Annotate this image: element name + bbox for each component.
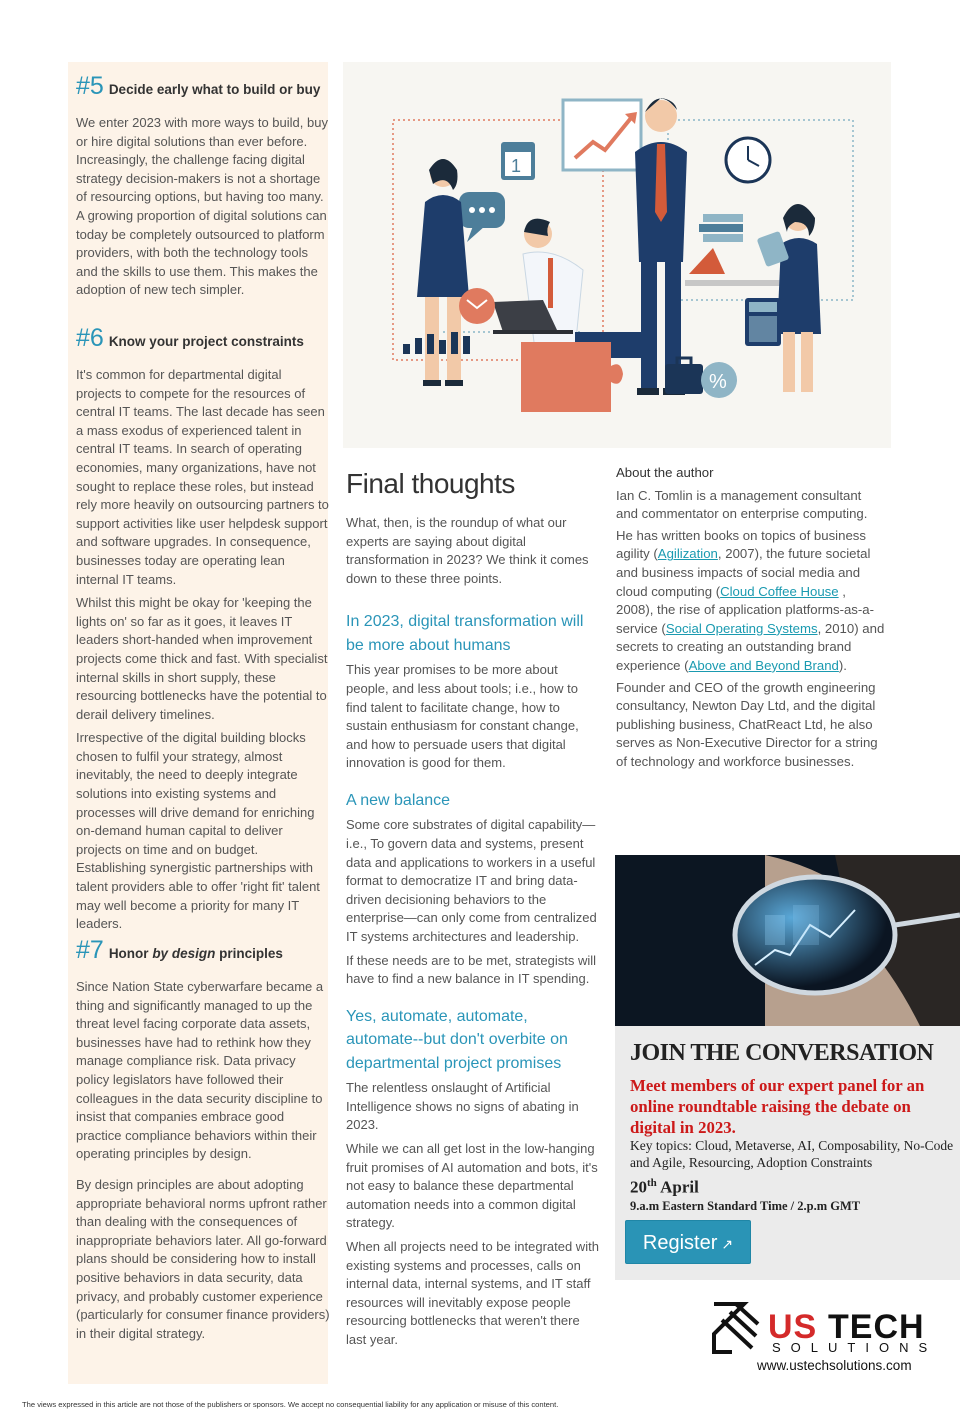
- section-5-body: [76, 114, 330, 305]
- author-bio-3: Founder and CEO of the growth engineering consultancy, Newton Day Ltd, and the digital publishing business, ChatReact Ltd, he also serves as Non-Executive Director for a string of technology and workforce businesses.: [616, 679, 878, 769]
- external-link-icon: ↗: [721, 1236, 734, 1252]
- section-6-title: Know your project constraints: [108, 334, 304, 349]
- section-6-paragraph-1: It's common for departmental digital projects to compete for the resources of central IT teams. The last decade has seen a mass exodus of experienced talent in central IT teams. In search of operating economies, many organizations, have not sought to replace these roles, but instead rely more heavily on outsourcing partners to support activities like user helpdesk support and software upgrades. In consequence, businesses today are operating lean internal IT teams.: [76, 367, 329, 587]
- author-bio-2-text-4: , 2010) and secrets to creating an outstanding brand experience (: [616, 620, 885, 673]
- ustech-logo-mark: [710, 1300, 940, 1360]
- logo-chevron-icon: [714, 1304, 758, 1352]
- section-7-number: #7: [76, 936, 104, 964]
- intro-paragraph: What, then, is the roundup of what our experts are saying about digital transformation in 2023? We think it comes down to these three points.: [346, 515, 589, 586]
- calendar-icon: [501, 142, 535, 180]
- link-cloud-coffee-house[interactable]: Cloud Coffee House: [720, 583, 839, 599]
- final-thoughts-body: [346, 514, 602, 1355]
- join-conversation-title: JOIN THE CONVERSATION: [630, 1040, 934, 1066]
- register-label: Register: [642, 1232, 718, 1254]
- automate-paragraph-1: The relentless onslaught of Artificial Intelligence shows no signs of abating in 2023.: [346, 1080, 579, 1133]
- key-topics: Key topics: Cloud, Metaverse, AI, Composability, No-Code and Agile, Resourcing, Adoption Constraints: [630, 1138, 954, 1170]
- business-team-illustration: [343, 62, 891, 448]
- woman-glasses-photo: [615, 855, 960, 1026]
- desk: [685, 280, 795, 286]
- subheading-humans: In 2023, digital transformation will be more about humans: [346, 613, 584, 654]
- puzzle-piece-icon: [521, 342, 623, 412]
- section-7-title-em: by design: [152, 946, 216, 961]
- percent-bulb-icon: [701, 362, 737, 398]
- megaphone-icon: [689, 248, 725, 274]
- standing-man-figure: [635, 98, 687, 395]
- disclaimer: The views expressed in this article are not those of the publishers or sponsors. We accept no consequential liability for any application or misuse of this content.: [22, 1400, 559, 1409]
- link-agilization[interactable]: Agilization: [657, 546, 718, 562]
- percent-symbol: %: [709, 371, 727, 393]
- join-conversation-subtitle: Meet members of our expert panel for an online roundtable raising the debate on digital in 2023.: [630, 1076, 925, 1137]
- link-social-operating-systems[interactable]: Social Operating Systems: [665, 620, 818, 636]
- section-7-paragraph-2: By design principles are about adopting appropriate behavioral norms upfront rather than dealing with the consequences of inappropriate behaviors later. All go-forward plans should be considering how to install positive behaviors in data security, data privacy, and probably customer experience (particularly for consumer finance providers) in their digital strategy.: [76, 1176, 330, 1341]
- about-author: [616, 464, 886, 775]
- subheading-automate: Yes, automate, automate, automate--but don't overbite on departmental project promises: [346, 1007, 568, 1072]
- new-balance-paragraph-1: Some core substrates of digital capability—i.e., To govern data and systems, present data and applications to workers in a useful format to democratize IT and bring data-driven decisioning behaviors to the enterprise—can only come from centralized IT systems architectures and leadership.: [346, 817, 597, 944]
- automate-paragraph-3: When all projects need to be integrated with existing systems and processes, calls on internal data, internal systems, and IT staff resources will inevitably expose people resourcing bottlenecks that weren't there last year.: [346, 1239, 599, 1347]
- author-bio-2-text-1: He has written books on topics of business agility (: [616, 527, 866, 562]
- join-conversation-promo: [615, 855, 960, 1280]
- website-url[interactable]: www.ustechsolutions.com: [757, 1358, 912, 1373]
- section-5-title: Decide early what to build or buy: [108, 82, 321, 97]
- section-6-number: #6: [76, 324, 104, 352]
- event-date-month: April: [656, 1177, 699, 1197]
- author-bio-2-text-3: , 2008), the rise of application platforms-as-a-service (: [616, 583, 875, 636]
- section-6-paragraph-3: Irrespective of the digital building blocks chosen to fulfil your strategy, almost inevitably, the need to deeply integrate solutions into existing systems and processes will drive demand for enriching on-demand human capital to deliver projects on time and on budget. Establishing synergistic partnerships with talent providers able to offer 'right fit' talent may well become a priority for many IT leaders.: [76, 730, 320, 932]
- section-7-title-pre: Honor: [108, 946, 153, 961]
- mail-icon: [459, 288, 495, 324]
- calculator-icon: [745, 298, 781, 346]
- event-date-suffix: th: [647, 1177, 657, 1189]
- section-5-heading: [76, 72, 321, 100]
- woman-glasses-image: [615, 855, 960, 1026]
- logo-word-us: US: [768, 1308, 818, 1346]
- section-6-heading: [76, 324, 304, 352]
- final-thoughts-title: Final thoughts: [346, 468, 515, 499]
- register-button[interactable]: [625, 1220, 751, 1264]
- new-balance-paragraph-2: If these needs are to be met, strategists will have to find a new balance in IT spending.: [346, 952, 597, 987]
- subheading-new-balance: A new balance: [346, 791, 451, 809]
- logo-word-tech: TECH: [828, 1308, 925, 1346]
- calendar-day: 1: [511, 156, 522, 176]
- seated-man-figure: [493, 219, 655, 358]
- automate-paragraph-2: While we can all get lost in the low-hanging fruit promises of AI automation and bots, it's not easy to balance these departmental automation needs into a common digital strategy.: [346, 1141, 598, 1231]
- section-5-number: #5: [76, 72, 104, 100]
- hero-illustration: [343, 62, 891, 448]
- section-5-paragraph: We enter 2023 with more ways to build, buy or hire digital solutions than ever before. Increasingly, the challenge facing digital strategy decision-makers is not a shortage of resourcing options, but having too many. A growing proportion of digital solutions can today be completely outsourced to platform providers, with both the technology tools and the skills to use them. This makes the adoption of new tech simpler.: [76, 115, 328, 298]
- growth-chart-icon: [563, 100, 641, 170]
- author-bio-2: [616, 527, 886, 676]
- books-icon: [699, 214, 743, 242]
- author-bio-1: Ian C. Tomlin is a management consultant and commentator on enterprise computing.: [616, 487, 868, 522]
- section-7-body: [76, 978, 330, 1348]
- event-date-day: 20: [630, 1177, 647, 1197]
- logo-tagline: SOLUTIONS: [772, 1340, 938, 1355]
- section-6-body: [76, 366, 330, 939]
- clock-icon: [726, 138, 770, 182]
- event-date: [630, 1177, 699, 1198]
- author-bio-2-text-5: ).: [838, 657, 847, 673]
- about-author-heading: About the author: [616, 465, 714, 480]
- section-6-paragraph-2: Whilst this might be okay for 'keeping the lights on' so far as it goes, it leaves IT leaders short-handed when improvement projects come thick and fast. With specialist internal skills in short supply, these resourcing bottlenecks have the potential to derail delivery timelines.: [76, 595, 328, 722]
- author-bio-2-text-2: , 2007), the future societal and business impacts of social media and cloud computing (: [616, 546, 871, 599]
- section-7-title-post: principles: [215, 946, 283, 961]
- section-7-paragraph-1: Since Nation State cyberwarfare became a thing and significantly managed to up the threat level facing corporate data assets, businesses have had to rethink how they manage compliance risk. Data privacy policy legislators have followed their colleagues in the data security discipline to insist that companies embrace good practice compliance behaviors within their operating principles by design.: [76, 979, 324, 1162]
- chat-bubble-icon: [459, 192, 505, 242]
- event-time: 9.a.m Eastern Standard Time / 2.p.m GMT: [630, 1199, 861, 1213]
- humans-paragraph: This year promises to be more about people, and less about tools; i.e., how to find talent to facilitate change, how to sustain enthusiasm for constant change, and how to persuade users that digital innovation is good for them.: [346, 662, 579, 771]
- link-above-and-beyond-brand[interactable]: Above and Beyond Brand: [688, 657, 839, 673]
- section-7-heading: [76, 936, 283, 964]
